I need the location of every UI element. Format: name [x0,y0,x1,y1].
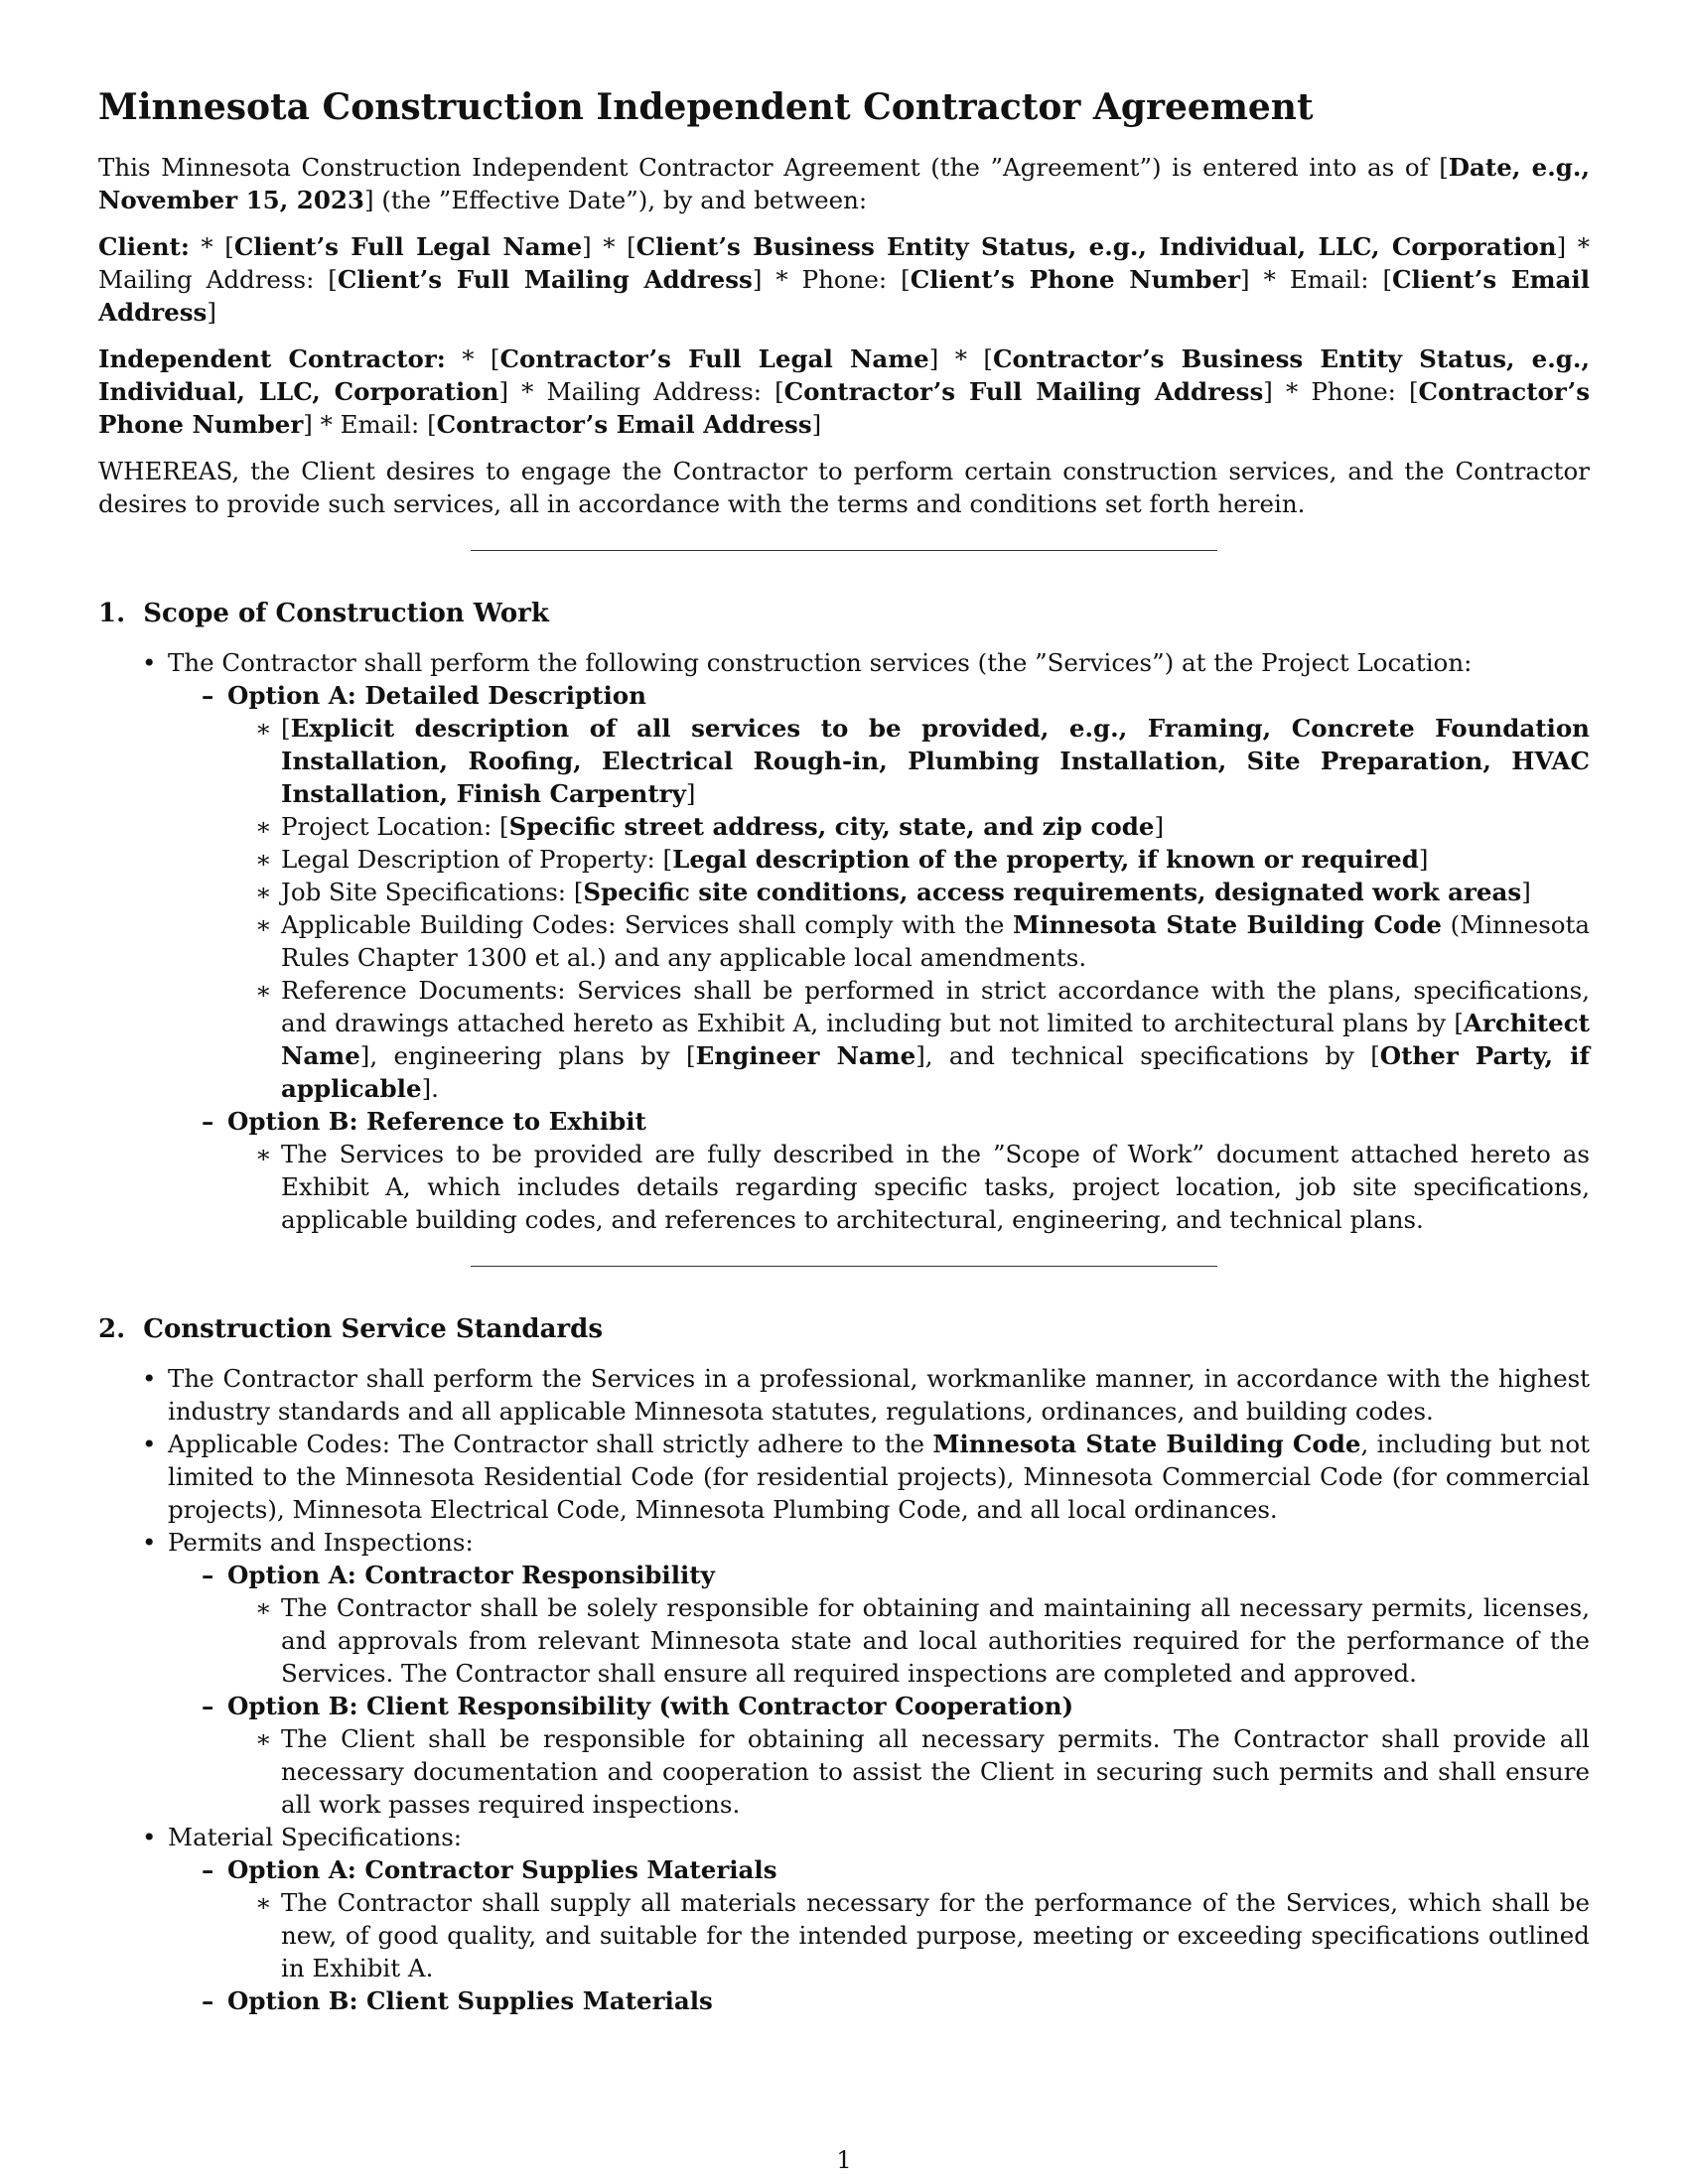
contractor-block: Independent Contractor: * [Contractor’s Full Legal Name] * [Contractor’s Business Entity Status, e.g., Individual, LLC, Corporation] * Mailing Address: [Contractor’s Full Mailing Address] * Phone: [Contractor’s Phone Number] * Email: [Contractor’s Email Address] [98,344,1591,439]
list-item: ∗ The Services to be provided are fully described in the ”Scope of Work” document attached hereto as Exhibit A, which includes details regarding specific tasks, project location, job site specifications, applicable building codes, and references to architectural, engineering, and technical plans. [227,1138,1590,1236]
list-item: ∗ The Contractor shall be solely responsible for obtaining and maintaining all necessary permits, licenses, and approvals from relevant Minnesota state and local authorities required for the performance of the Services. The Contractor shall ensure all required inspections are completed and approved. [227,1591,1590,1690]
list-item: ∗ Job Site Specifications: [Specific site conditions, access requirements, designated work areas] [227,876,1590,908]
list-item: ∗ The Contractor shall supply all materials necessary for the performance of the Services, which shall be new, of good quality, and suitable for the intended purpose, meeting or exceeding specifications outlined in Exhibit A. [227,1886,1590,1984]
option-item [168,1559,1590,1690]
list-item: • Material Specifications: – Option A: Contractor Supplies Materials ∗ The Contractor shall supply all materials necessary for the performance of the Services, which shall be new, of good quality, and suitable for the intended purpose, meeting or exceeding specifications outlined in Exhibit A. – Option B: Client Supplies Materials [98,1821,1590,2017]
contractor-email-placeholder: Contractor’s Email Address [436,410,812,439]
option-label: Option B: Reference to Exhibit [227,1107,646,1136]
option-item [168,1853,1590,1984]
list-item: ∗ Legal Description of Property: [Legal description of the property, if known or required] [227,843,1590,876]
section-2-list [98,1362,1590,2017]
client-phone-placeholder: Client’s Phone Number [910,265,1241,294]
client-name-placeholder: Client’s Full Legal Name [233,232,583,261]
section-1-heading: 1. Scope of Construction Work [98,599,549,628]
contractor-entity-placeholder: Contractor’s Business Entity Status, e.g., Individual, LLC, Corporation [98,344,1590,406]
list-item: ∗ Reference Documents: Services shall be performed in strict accordance with the plans, specifications, and drawings attached hereto as Exhibit A, including but not limited to architectural plans by [Architect Name], engineering plans by [Engineer Name], and technical specifications by [Other Party, if applicable]. [227,974,1590,1105]
list-item: • Permits and Inspections: – Option A: Contractor Responsibility ∗ The Contractor shall be solely responsible for obtaining and maintaining all necessary permits, licenses, and approvals from relevant Minnesota state and local authorities required for the performance of the Services. The Contractor shall ensure all required inspections are completed and approved. – Option B: Client Responsibility (with Contractor Cooperation) ∗ The Client shall be responsible for obtaining all necessary permits. The Contractor shall provide all necessary documentation and cooperation to assist the Client in securing such permits and shall ensure all work passes required inspections. [98,1526,1590,1821]
section-divider [471,550,1217,551]
client-address-placeholder: Client’s Full Mailing Address [337,265,753,294]
option-label: Option B: Client Supplies Materials [227,1986,713,2015]
contractor-heading: Independent Contractor: [98,344,446,373]
list-item: ∗ Project Location: [Specific street address, city, state, and zip code] [227,810,1590,843]
page-number: 1 [836,2146,852,2174]
option-label: Option A: Contractor Responsibility [227,1561,715,1589]
option-item [168,1105,1590,1236]
effective-date-placeholder: Date, e.g., November 15, 2023 [98,153,1590,214]
option-item [168,1984,1590,2017]
option-label: Option A: Detailed Description [227,681,646,710]
list-item: • The Contractor shall perform the Services in a professional, workmanlike manner, in accordance with the highest industry standards and all applicable Minnesota statutes, regulations, ordinances, and building codes. [98,1362,1590,1428]
section-divider [471,1266,1217,1267]
list-item: • Applicable Codes: The Contractor shall strictly adhere to the Minnesota State Building Code, including but not limited to the Minnesota Residential Code (for residential projects), Minnesota Commercial Code (for commercial projects), Minnesota Electrical Code, Minnesota Plumbing Code, and all local ordinances. [98,1428,1590,1526]
section-1-list [98,646,1590,1236]
intro-paragraph: This Minnesota Construction Independent Contractor Agreement (the ”Agreement”) is entered into as of [Date, e.g., November 15, 2023] (the ”Effective Date”), by and between: [98,153,1590,214]
option-label: Option A: Contractor Supplies Materials [227,1855,777,1884]
client-email-placeholder: Client’s Email Address [98,265,1590,327]
client-block: Client: * [Client’s Full Legal Name] * [Client’s Business Entity Status, e.g., Individual, LLC, Corporation] * Mailing Address: [Client’s Full Mailing Address] * Phone: [Client’s Phone Number] * Email: [Client’s Email Address] [98,232,1590,327]
section-2-heading: 2. Construction Service Standards [98,1314,603,1344]
list-item: ∗ The Client shall be responsible for obtaining all necessary permits. The Contractor shall provide all necessary documentation and cooperation to assist the Client in securing such permits and shall ensure all work passes required inspections. [227,1722,1590,1821]
list-item: ∗ [Explicit description of all services to be provided, e.g., Framing, Concrete Foundation Installation, Roofing, Electrical Rough-in, Plumbing Installation, Site Preparation, HVAC Installation, Finish Carpentry] [227,712,1590,810]
contractor-phone-placeholder: Contractor’s Phone Number [98,377,1591,439]
option-item [168,1690,1590,1821]
client-heading: Client: [98,232,190,261]
list-item: ∗ Applicable Building Codes: Services shall comply with the Minnesota State Building Code (Minnesota Rules Chapter 1300 et al.) and any applicable local amendments. [227,908,1590,974]
list-item: • The Contractor shall perform the following construction services (the ”Services”) at the Project Location: – Option A: Detailed Description ∗ [Explicit description of all services to be provided, e.g., Framing, Concrete Foundation Installation, Roofing, Electrical Rough-in, Plumbing Installation, Site Preparation, HVAC Installation, Finish Carpentry] ∗ Project Location: [Specific street address, city, state, and zip code] ∗ Legal Description of Property: [Legal description of the property, if known or required] ∗ Job Site Specifications: [Specific site conditions, access requirements, designated work areas] ∗ Applicable Building Codes: Services shall comply with the Minnesota State Building Code (Minnesota Rules Chapter 1300 et al.) and any applicable local amendments. ∗ Reference Documents: Services shall be performed in strict accordance with the plans, specifications, and drawings attached hereto as Exhibit A, including but not limited to architectural plans by [Architect Name], engineering plans by [Engineer Name], and technical specifications by [Other Party, if applicable]. – Option B: Reference to Exhibit ∗ The Services to be provided are fully described in the ”Scope of Work” document attached hereto as Exhibit A, which includes details regarding specific tasks, project location, job site specifications, applicable building codes, and references to architectural, engineering, and technical plans. [98,646,1590,1236]
whereas-paragraph: WHEREAS, the Client desires to engage the Contractor to perform certain construction services, and the Contractor desires to provide such services, all in accordance with the terms and conditions set forth herein. [98,457,1590,518]
contractor-name-placeholder: Contractor’s Full Legal Name [499,344,929,373]
option-label: Option B: Client Responsibility (with Contractor Cooperation) [227,1692,1074,1720]
option-item [168,679,1590,1105]
document-title: Minnesota Construction Independent Contractor Agreement [98,86,1314,128]
contractor-address-placeholder: Contractor’s Full Mailing Address [783,377,1264,406]
client-entity-placeholder: Client’s Business Entity Status, e.g., Individual, LLC, Corporation [635,232,1557,261]
